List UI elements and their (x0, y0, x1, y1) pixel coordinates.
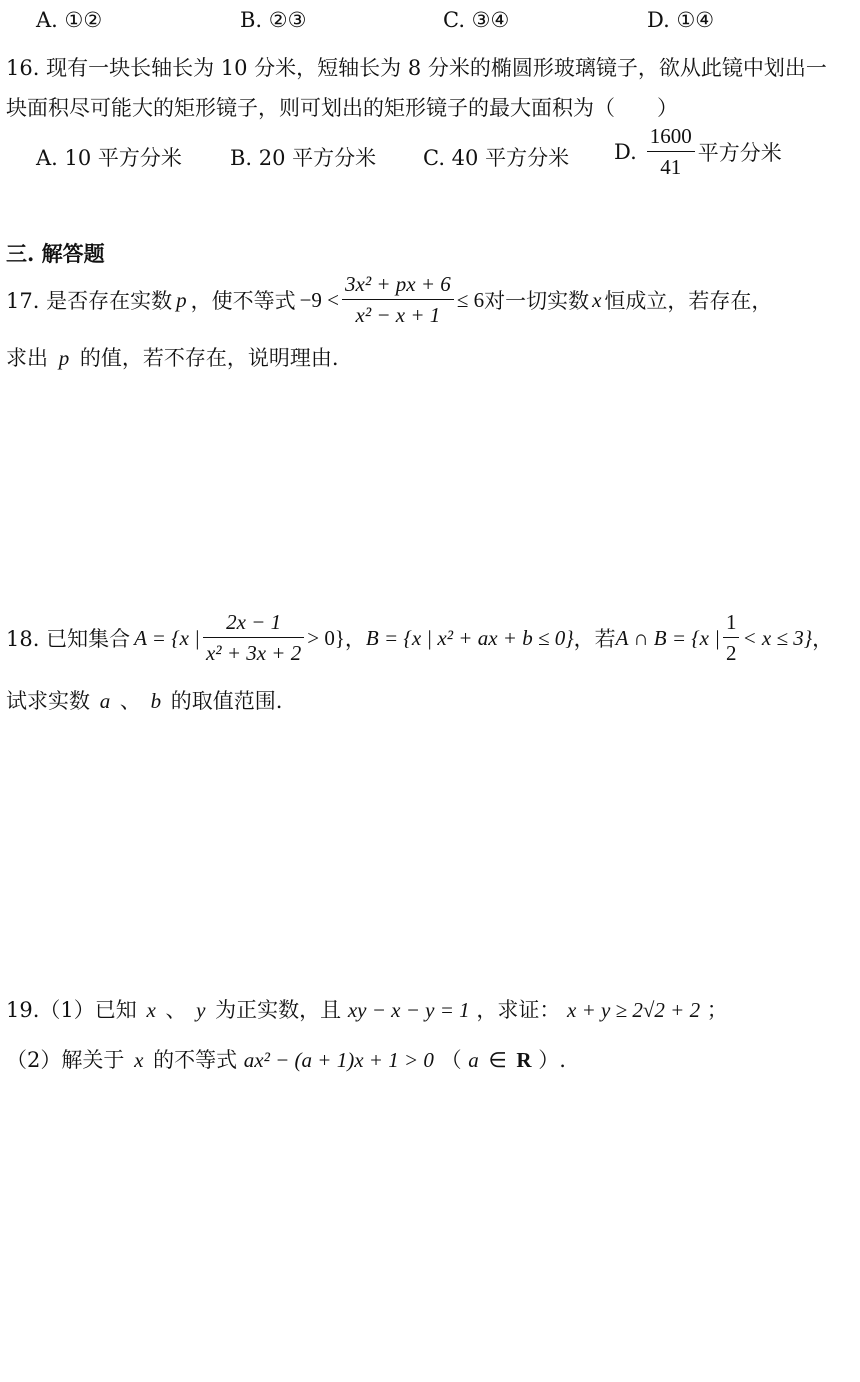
q18-setA-numerator: 2x − 1 (226, 610, 282, 634)
q16-option-d-denominator: 41 (647, 151, 695, 180)
q19-var-x: x (146, 998, 156, 1022)
q19-var-y: y (196, 998, 206, 1022)
q17-line2-a: 求出 (6, 346, 48, 370)
q19-part2-prefix: （2）解关于 (6, 1048, 125, 1072)
q18-intersection-numerator: 1 (725, 610, 737, 634)
q19-equation: xy − x − y = 1 (347, 998, 470, 1022)
q16-option-d-label: D. (614, 140, 637, 164)
q17-mid: ，使不等式 (190, 289, 296, 313)
q16-option-d-fraction (647, 124, 695, 180)
q16-option-c: C. 40 平方分米 (423, 146, 570, 170)
q17-var-x: x (592, 287, 602, 312)
q18-ruo: ，若 (573, 627, 616, 651)
q19-part2-mid: 的不等式 (153, 1048, 238, 1072)
q18-intersection-fraction (723, 610, 740, 666)
q17-stem-line2 (6, 342, 339, 372)
q15-option-b: B. ②③ (240, 8, 307, 32)
q19-part2-cond-close: ）. (538, 1048, 566, 1072)
q15-option-c: C. ③④ (443, 8, 510, 32)
q18-setB: B = {x | x² + ax + b ≤ 0} (365, 625, 574, 650)
q18-setA-denominator: x² + 3x + 2 (203, 637, 304, 666)
q18-line2-a: 试求实数 (6, 689, 90, 713)
q16-stem-line1: 16. 现有一块长轴长为 10 分米，短轴长为 8 分米的椭圆形玻璃镜子，欲从此镜中划出一 (6, 56, 827, 80)
q19-part2-var-x: x (134, 1048, 144, 1072)
section-title: 三. 解答题 (6, 241, 105, 266)
q19-part1-prefix: 19.（1）已知 (6, 998, 137, 1022)
q16-option-d-unit: 平方分米 (697, 141, 782, 165)
q19-part2-cond-in: ∈ (488, 1048, 507, 1072)
q18-intersection-rhs: < x ≤ 3} (742, 625, 813, 650)
q16-option-d-numerator: 1600 (649, 124, 692, 148)
q18-stem-line1 (6, 610, 833, 666)
q17-lhs: −9 < (299, 287, 340, 312)
q16-option-a: A. 10 平方分米 (36, 146, 182, 170)
q17-fraction (342, 272, 454, 328)
q19-part1-mid2: ，求证： (476, 998, 561, 1022)
q17-rhs: ≤ 6 (456, 287, 485, 312)
q17-line2-p: p (58, 346, 70, 370)
q19-part2-cond-a: a (468, 1048, 479, 1072)
q18-setA-fraction (203, 610, 304, 666)
q18-comma1: ， (344, 627, 366, 651)
q19-part2 (6, 1044, 566, 1074)
q17-tail2: 恒成立，若存在， (604, 289, 773, 313)
q18-prefix: 18. 已知集合 (6, 627, 131, 651)
q17-line2-b: 的值，若不存在，说明理由. (79, 346, 339, 370)
q19-inequality: x + y ≥ 2√2 + 2 (567, 998, 701, 1022)
q18-stem-line2 (6, 685, 282, 715)
q18-sep: 、 (119, 689, 141, 713)
q17-stem-line1 (6, 272, 772, 328)
q18-var-a: a (99, 689, 111, 713)
q17-denominator: x² − x + 1 (342, 299, 454, 328)
q17-numerator: 3x² + px + 6 (345, 272, 451, 296)
q17-var-p: p (176, 287, 187, 312)
q18-intersection-denominator: 2 (723, 637, 740, 666)
q18-setA-lhs: A = {x | (134, 625, 200, 650)
q17-prefix: 17. 是否存在实数 (6, 289, 173, 313)
q18-line2-b: 的取值范围. (170, 689, 283, 713)
q15-option-d: D. ①④ (647, 8, 715, 32)
q16-stem-line2: 块面积尽可能大的矩形镜子，则可划出的矩形镜子的最大面积为（ ） (6, 96, 678, 120)
q17-tail: 对一切实数 (484, 289, 590, 313)
q18-intersection-lhs: A ∩ B = {x | (615, 625, 720, 650)
q16-option-d (614, 124, 782, 180)
q19-semicolon: ； (706, 998, 728, 1022)
q19-part1-mid: 为正实数，且 (215, 998, 342, 1022)
q19-sep: 、 (165, 998, 187, 1022)
q19-part1 (6, 994, 728, 1024)
q19-part2-cond-open: （ (440, 1048, 462, 1072)
q18-setA-rhs: > 0} (307, 625, 345, 650)
q18-comma2: ， (812, 627, 834, 651)
q18-var-b: b (150, 689, 162, 713)
q19-part2-cond-R: R (516, 1048, 532, 1072)
q15-option-a: A. ①② (36, 8, 103, 32)
q19-part2-inequality: ax² − (a + 1)x + 1 > 0 (243, 1048, 434, 1072)
q16-option-b: B. 20 平方分米 (230, 146, 377, 170)
